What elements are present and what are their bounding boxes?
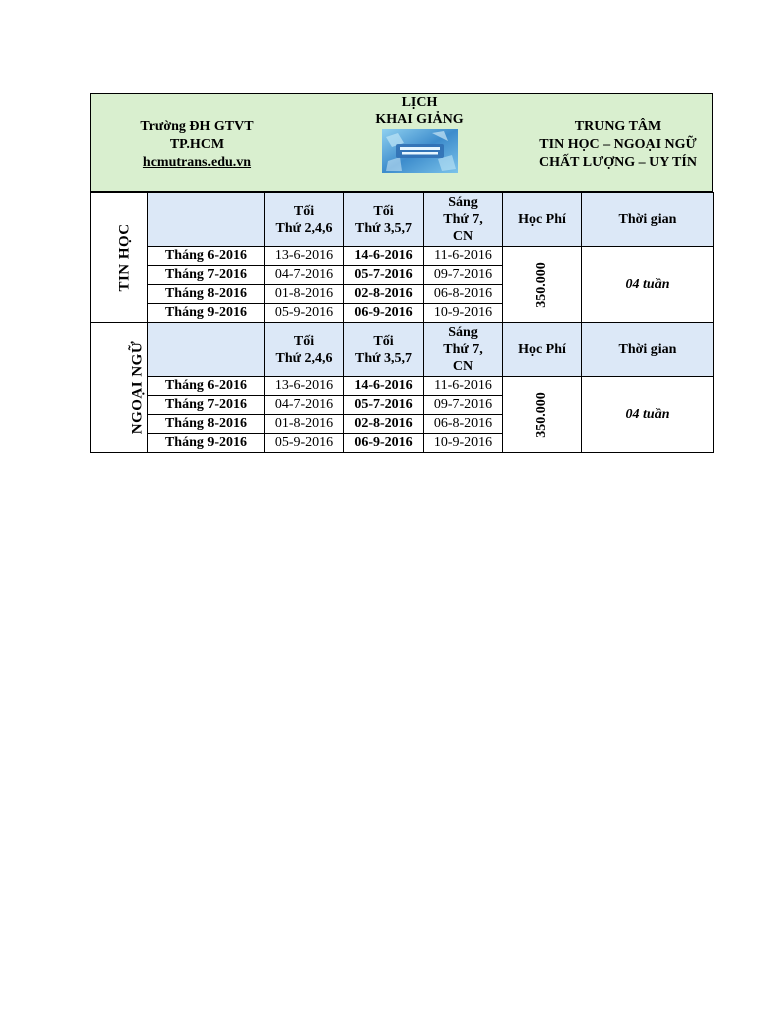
month-cell: Tháng 8-2016: [148, 285, 265, 304]
table-row: [91, 247, 714, 266]
table-row: [91, 377, 714, 396]
center-line-3: CHẤT LƯỢNG – UY TÍN: [539, 155, 697, 170]
column-header-evening-357: Tối Thứ 3,5,7: [344, 323, 424, 377]
title-line-2: KHAI GIẢNG: [375, 112, 464, 127]
column-header-duration: Thời gian: [582, 323, 714, 377]
date-cell: 04-7-2016: [265, 396, 344, 415]
date-cell: 05-7-2016: [344, 266, 424, 285]
date-cell: 09-7-2016: [424, 266, 503, 285]
schedule-title: [347, 94, 492, 173]
column-header-row: [91, 193, 714, 247]
month-cell: Tháng 7-2016: [148, 266, 265, 285]
date-cell: 02-8-2016: [344, 285, 424, 304]
banner-image-icon: [382, 129, 458, 173]
date-cell: 13-6-2016: [265, 247, 344, 266]
schedule-table: [90, 192, 714, 453]
section-label: TIN HỌC: [116, 223, 133, 292]
date-cell: 06-9-2016: [344, 304, 424, 323]
column-header-evening-357: Tối Thứ 3,5,7: [344, 193, 424, 247]
center-info: [523, 118, 713, 172]
fee-cell: [503, 247, 582, 323]
date-cell: 05-9-2016: [265, 304, 344, 323]
column-header-month: [148, 323, 265, 377]
date-cell: 02-8-2016: [344, 415, 424, 434]
date-cell: 06-8-2016: [424, 415, 503, 434]
school-name: Trường ĐH GTVT: [140, 119, 254, 134]
title-line-1: LỊCH: [401, 95, 438, 110]
header-banner: [90, 93, 713, 192]
month-cell: Tháng 9-2016: [148, 304, 265, 323]
fee-cell: [503, 377, 582, 453]
date-cell: 01-8-2016: [265, 415, 344, 434]
date-cell: 04-7-2016: [265, 266, 344, 285]
date-cell: 11-6-2016: [424, 247, 503, 266]
section-label-cell: [91, 323, 148, 453]
column-header-evening-246: Tối Thứ 2,4,6: [265, 193, 344, 247]
column-header-month: [148, 193, 265, 247]
fee-value: 350.000: [534, 391, 549, 438]
month-cell: Tháng 6-2016: [148, 247, 265, 266]
column-header-duration: Thời gian: [582, 193, 714, 247]
school-city: TP.HCM: [169, 137, 225, 152]
date-cell: 05-7-2016: [344, 396, 424, 415]
school-website-link[interactable]: hcmutrans.edu.vn: [142, 155, 252, 170]
month-cell: Tháng 8-2016: [148, 415, 265, 434]
date-cell: 01-8-2016: [265, 285, 344, 304]
date-cell: 14-6-2016: [344, 247, 424, 266]
date-cell: 10-9-2016: [424, 434, 503, 453]
date-cell: 06-8-2016: [424, 285, 503, 304]
fee-value: 350.000: [534, 261, 549, 308]
column-header-evening-246: Tối Thứ 2,4,6: [265, 323, 344, 377]
duration-cell: 04 tuần: [582, 247, 714, 323]
section-label: NGOẠI NGỮ: [129, 340, 146, 435]
column-header-row: [91, 323, 714, 377]
column-header-morning-weekend: Sáng Thứ 7, CN: [424, 193, 503, 247]
school-info: [127, 118, 267, 172]
date-cell: 13-6-2016: [265, 377, 344, 396]
center-line-1: TRUNG TÂM: [574, 119, 662, 134]
column-header-fee: Học Phí: [503, 323, 582, 377]
center-line-2: TIN HỌC – NGOẠI NGỮ: [539, 137, 697, 152]
month-cell: Tháng 6-2016: [148, 377, 265, 396]
date-cell: 05-9-2016: [265, 434, 344, 453]
month-cell: Tháng 7-2016: [148, 396, 265, 415]
date-cell: 09-7-2016: [424, 396, 503, 415]
month-cell: Tháng 9-2016: [148, 434, 265, 453]
column-header-morning-weekend: Sáng Thứ 7, CN: [424, 323, 503, 377]
date-cell: 14-6-2016: [344, 377, 424, 396]
section-label-cell: [91, 193, 148, 323]
schedule-document: [90, 93, 713, 453]
duration-cell: 04 tuần: [582, 377, 714, 453]
column-header-fee: Học Phí: [503, 193, 582, 247]
date-cell: 10-9-2016: [424, 304, 503, 323]
date-cell: 06-9-2016: [344, 434, 424, 453]
date-cell: 11-6-2016: [424, 377, 503, 396]
